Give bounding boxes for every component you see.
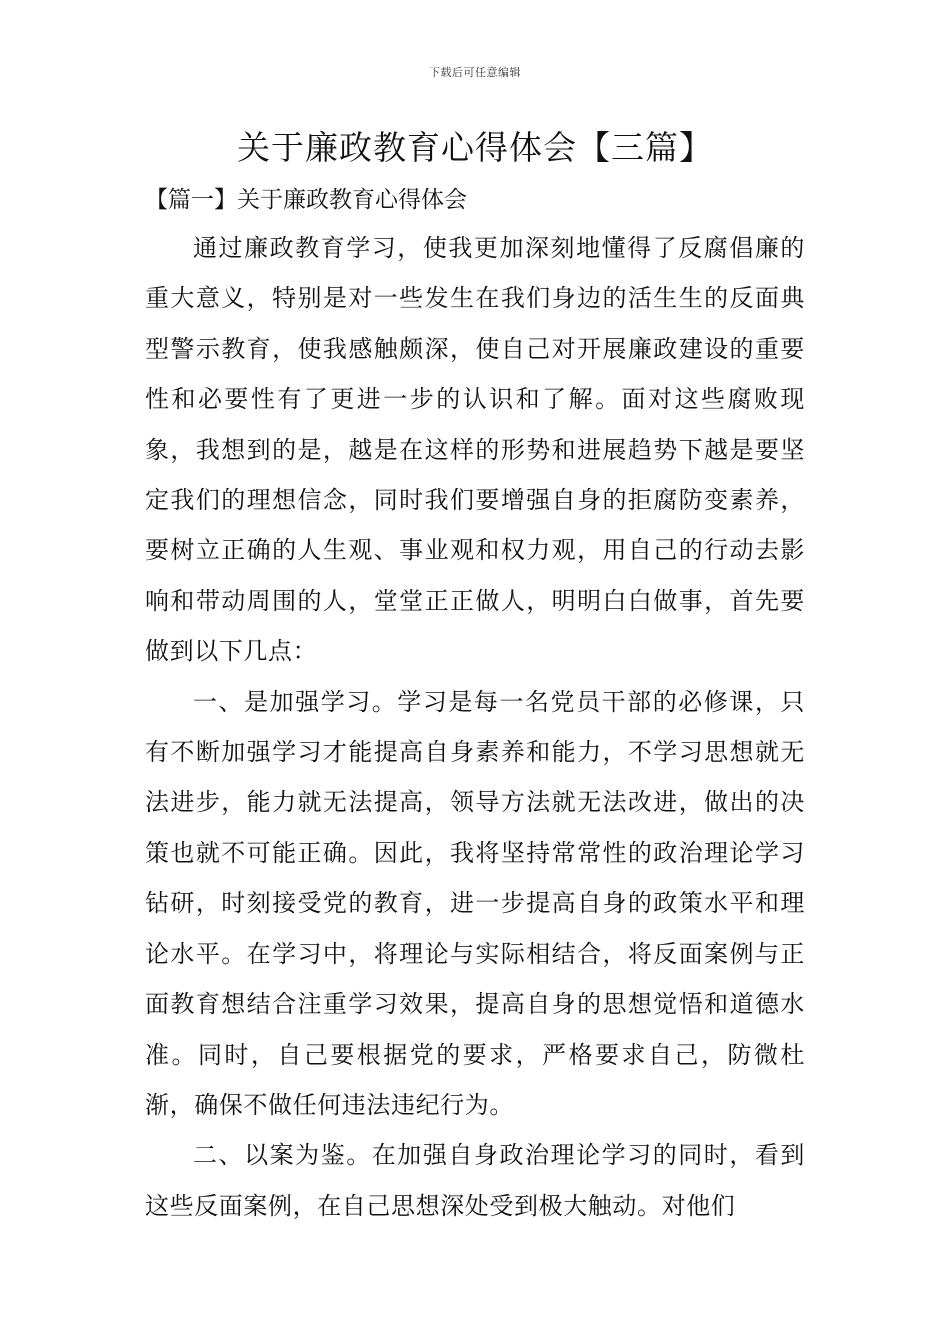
document-title: 关于廉政教育心得体会【三篇】 (237, 128, 713, 167)
document-body (145, 223, 805, 1231)
header-note: 下载后可任意编辑 (429, 66, 521, 79)
paragraph-point-one: 一、是加强学习。学习是每一名党员干部的必修课，只有不断加强学习才能提高自身素养和能力，不学习思想就无法进步，能力就无法提高，领导方法就无法改进，做出的决策也就不可能正确。因此，我将坚持常常性的政治理论学习钻研，时刻接受党的教育，进一步提高自身的政策水平和理论水平。在学习中，将理论与实际相结合，将反面案例与正面教育想结合注重学习效果，提高自身的思想觉悟和道德水准。同时，自己要根据党的要求，严格要求自己，防微杜渐，确保不做任何违法违纪行为。 (145, 687, 805, 1119)
paragraph-point-two: 二、以案为鉴。在加强自身政治理论学习的同时，看到这些反面案例，在自己思想深处受到极大触动。对他们 (145, 1141, 805, 1220)
section-heading: 【篇一】关于廉政教育心得体会 (145, 187, 467, 213)
paragraph-intro: 通过廉政教育学习，使我更加深刻地懂得了反腐倡廉的重大意义，特别是对一些发生在我们身边的活生生的反面典型警示教育，使我感触颇深，使自己对开展廉政建设的重要性和必要性有了更进一步的认识和了解。面对这些腐败现象，我想到的是，越是在这样的形势和进展趋势下越是要坚定我们的理想信念，同时我们要增强自身的拒腐防变素养，要树立正确的人生观、事业观和权力观，用自己的行动去影响和带动周围的人，堂堂正正做人，明明白白做事，首先要做到以下几点： (145, 234, 805, 666)
